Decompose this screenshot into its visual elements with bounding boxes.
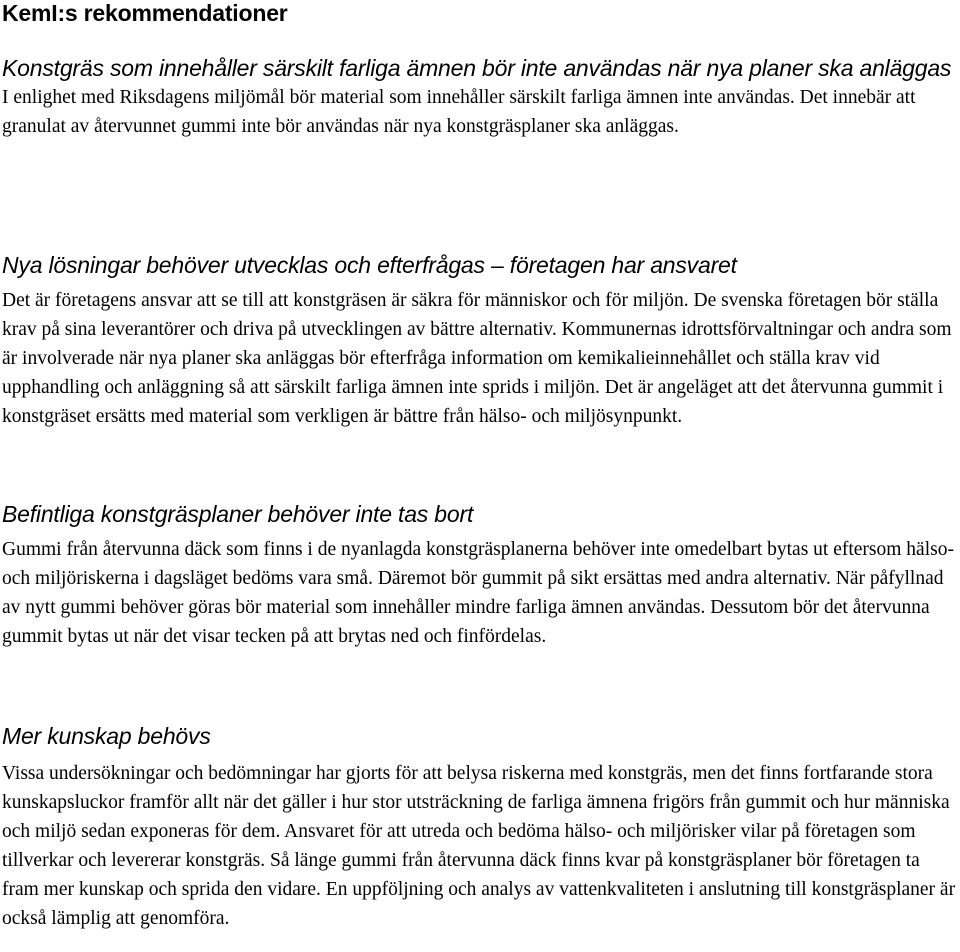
section-existing-fields [2, 500, 958, 651]
section-body: Gummi från återvunna däck som finns i de nyanlagda konstgräsplanerna behöver inte omedelbart bytas ut eftersom hälso- och miljöriskerna i dagsläget bedöms vara små. Däremot bör gummit på sikt ersättas med andra alternativ. När påfyllnad av nytt gummi behöver göras bör material som innehåller mindre farliga ämnen användas. Dessutom bör det återvunna gummit bytas ut när det visar tecken på att brytas ned och finfördelas. [2, 539, 954, 647]
section-more-knowledge [2, 722, 958, 933]
section-body: Vissa undersökningar och bedömningar har gjorts för att belysa riskerna med konstgräs, men det finns fortfarande stora kunskapsluckor framför allt när det gäller i hur stor utsträckning de farliga ämnena frigörs från gummit och hur människa och miljö sedan exponeras för dem. Ansvaret för att utreda och bedöma hälso- och miljörisker vilar på företagen som tillverkar och levererar konstgräs. Så länge gummi från återvunna däck finns kvar på konstgräsplaner bör företagen ta fram mer kunskap och sprida den vidare. En uppföljning och analys av vattenkvaliteten i anslutning till konstgräsplaner är också lämplig att genomföra. [2, 763, 956, 929]
section-new-solutions [2, 251, 958, 431]
section-body: Det är företagens ansvar att se till att konstgräsen är säkra för människor och för miljön. De svenska företagen bör ställa krav på sina leverantörer och driva på utvecklingen av bättre alternativ. Kommunernas idrottsförvaltningar och andra som är involverade när nya planer ska anläggas bör efterfråga information om kemikalieinnehållet och ställa krav vid upphandling och anläggning så att särskilt farliga ämnen inte sprids i miljön. Det är angeläget att det återvunna gummit i konstgräset ersätts med material som verkligen är bättre från hälso- och miljösynpunkt. [2, 290, 952, 427]
section-heading: Konstgräs som innehåller särskilt farliga ämnen bör inte användas när nya planer ska anläggas [2, 55, 952, 81]
section-body: I enlighet med Riksdagens miljömål bör material som innehåller särskilt farliga ämnen inte användas. Det innebär att granulat av återvunnet gummi inte bör användas när nya konstgräsplaner ska anläggas. [2, 87, 916, 137]
section-heading: Befintliga konstgräsplaner behöver inte tas bort [2, 501, 474, 527]
section-artificial-turf-new-fields [2, 54, 960, 141]
section-heading: Mer kunskap behövs [2, 723, 211, 749]
document-title: KemI:s rekommendationer [2, 0, 288, 26]
section-heading: Nya lösningar behöver utvecklas och efterfrågas – företagen har ansvaret [2, 252, 737, 278]
document-page [2, 0, 958, 929]
